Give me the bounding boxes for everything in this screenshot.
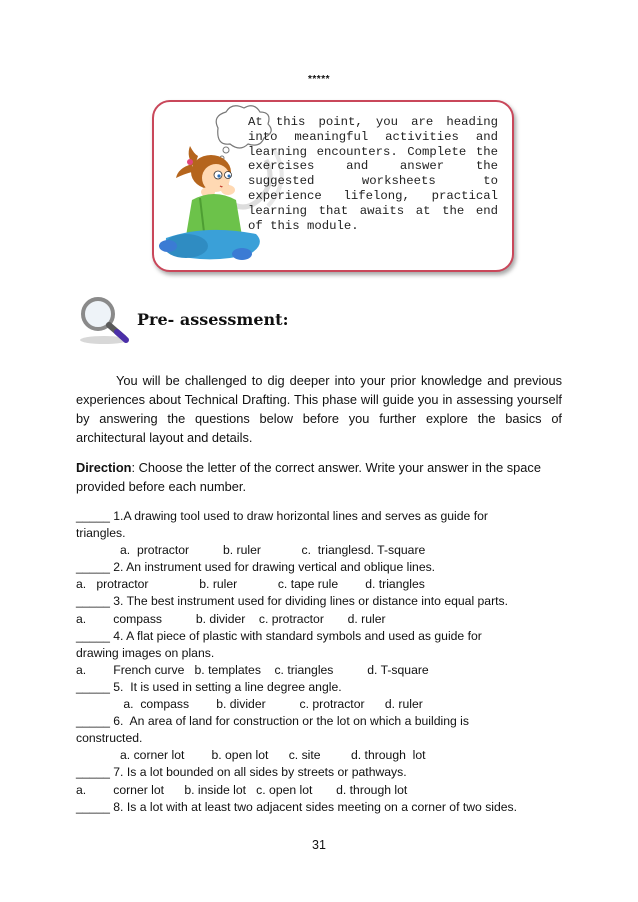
- question-line: drawing images on plans.: [76, 645, 215, 660]
- question-line: _____ 5. It is used in setting a line degree angle.: [76, 679, 342, 694]
- question-line: a. protractor b. ruler c. tape rule d. triangles: [76, 577, 425, 592]
- question-line: a. corner lot b. open lot c. site d. through lot: [76, 748, 426, 763]
- question-line: _____ 4. A flat piece of plastic with standard symbols and used as guide for: [76, 628, 482, 643]
- question-line: a. compass b. divider c. protractor d. ruler: [76, 611, 386, 626]
- page-number: 31: [312, 838, 326, 852]
- question-list: [76, 508, 566, 816]
- intro-paragraph: [76, 371, 562, 447]
- question-line: _____ 1.A drawing tool used to draw horizontal lines and serves as guide for: [76, 509, 488, 523]
- question-line: _____ 8. Is a lot with at least two adjacent sides meeting on a corner of two sides.: [76, 799, 518, 814]
- question-line: a. protractor b. ruler c. trianglesd. T-square: [76, 543, 426, 558]
- magnifying-glass-icon: [76, 294, 132, 346]
- section-title: Pre- assessment:: [137, 310, 289, 329]
- question-line: triangles.: [76, 526, 126, 541]
- direction-text: : Choose the letter of the correct answer. Write your answer in the space provided before each number.: [76, 460, 541, 494]
- question-line: a. corner lot b. inside lot c. open lot d. through lot: [76, 782, 408, 797]
- top-marker: *****: [308, 74, 330, 85]
- intro-text: You will be challenged to dig deeper into your prior knowledge and previous experiences about Technical Drafting. This phase will guide you in assessing yourself by answering the questions below before you further explore the basics of architectural layout and details.: [76, 373, 562, 445]
- question-line: _____ 2. An instrument used for drawing vertical and oblique lines.: [76, 560, 436, 575]
- question-line: a. compass b. divider c. protractor d. ruler: [76, 697, 423, 712]
- direction-paragraph: [76, 458, 562, 496]
- direction-label: Direction: [76, 460, 132, 475]
- question-line: _____ 6. An area of land for construction or the lot on which a building is: [76, 714, 469, 729]
- question-line: a. French curve b. templates c. triangles d. T-square: [76, 662, 429, 677]
- question-line: _____ 7. Is a lot bounded on all sides by streets or pathways.: [76, 765, 407, 780]
- question-line: _____ 3. The best instrument used for dividing lines or distance into equal parts.: [76, 594, 509, 609]
- question-line: constructed.: [76, 731, 143, 746]
- callout-text: At this point, you are heading into meaningful activities and learning encounters. Complete the exercises and answer the suggested worksheets to experience lifelong, practical learning that awaits at the end of this module.: [248, 115, 498, 233]
